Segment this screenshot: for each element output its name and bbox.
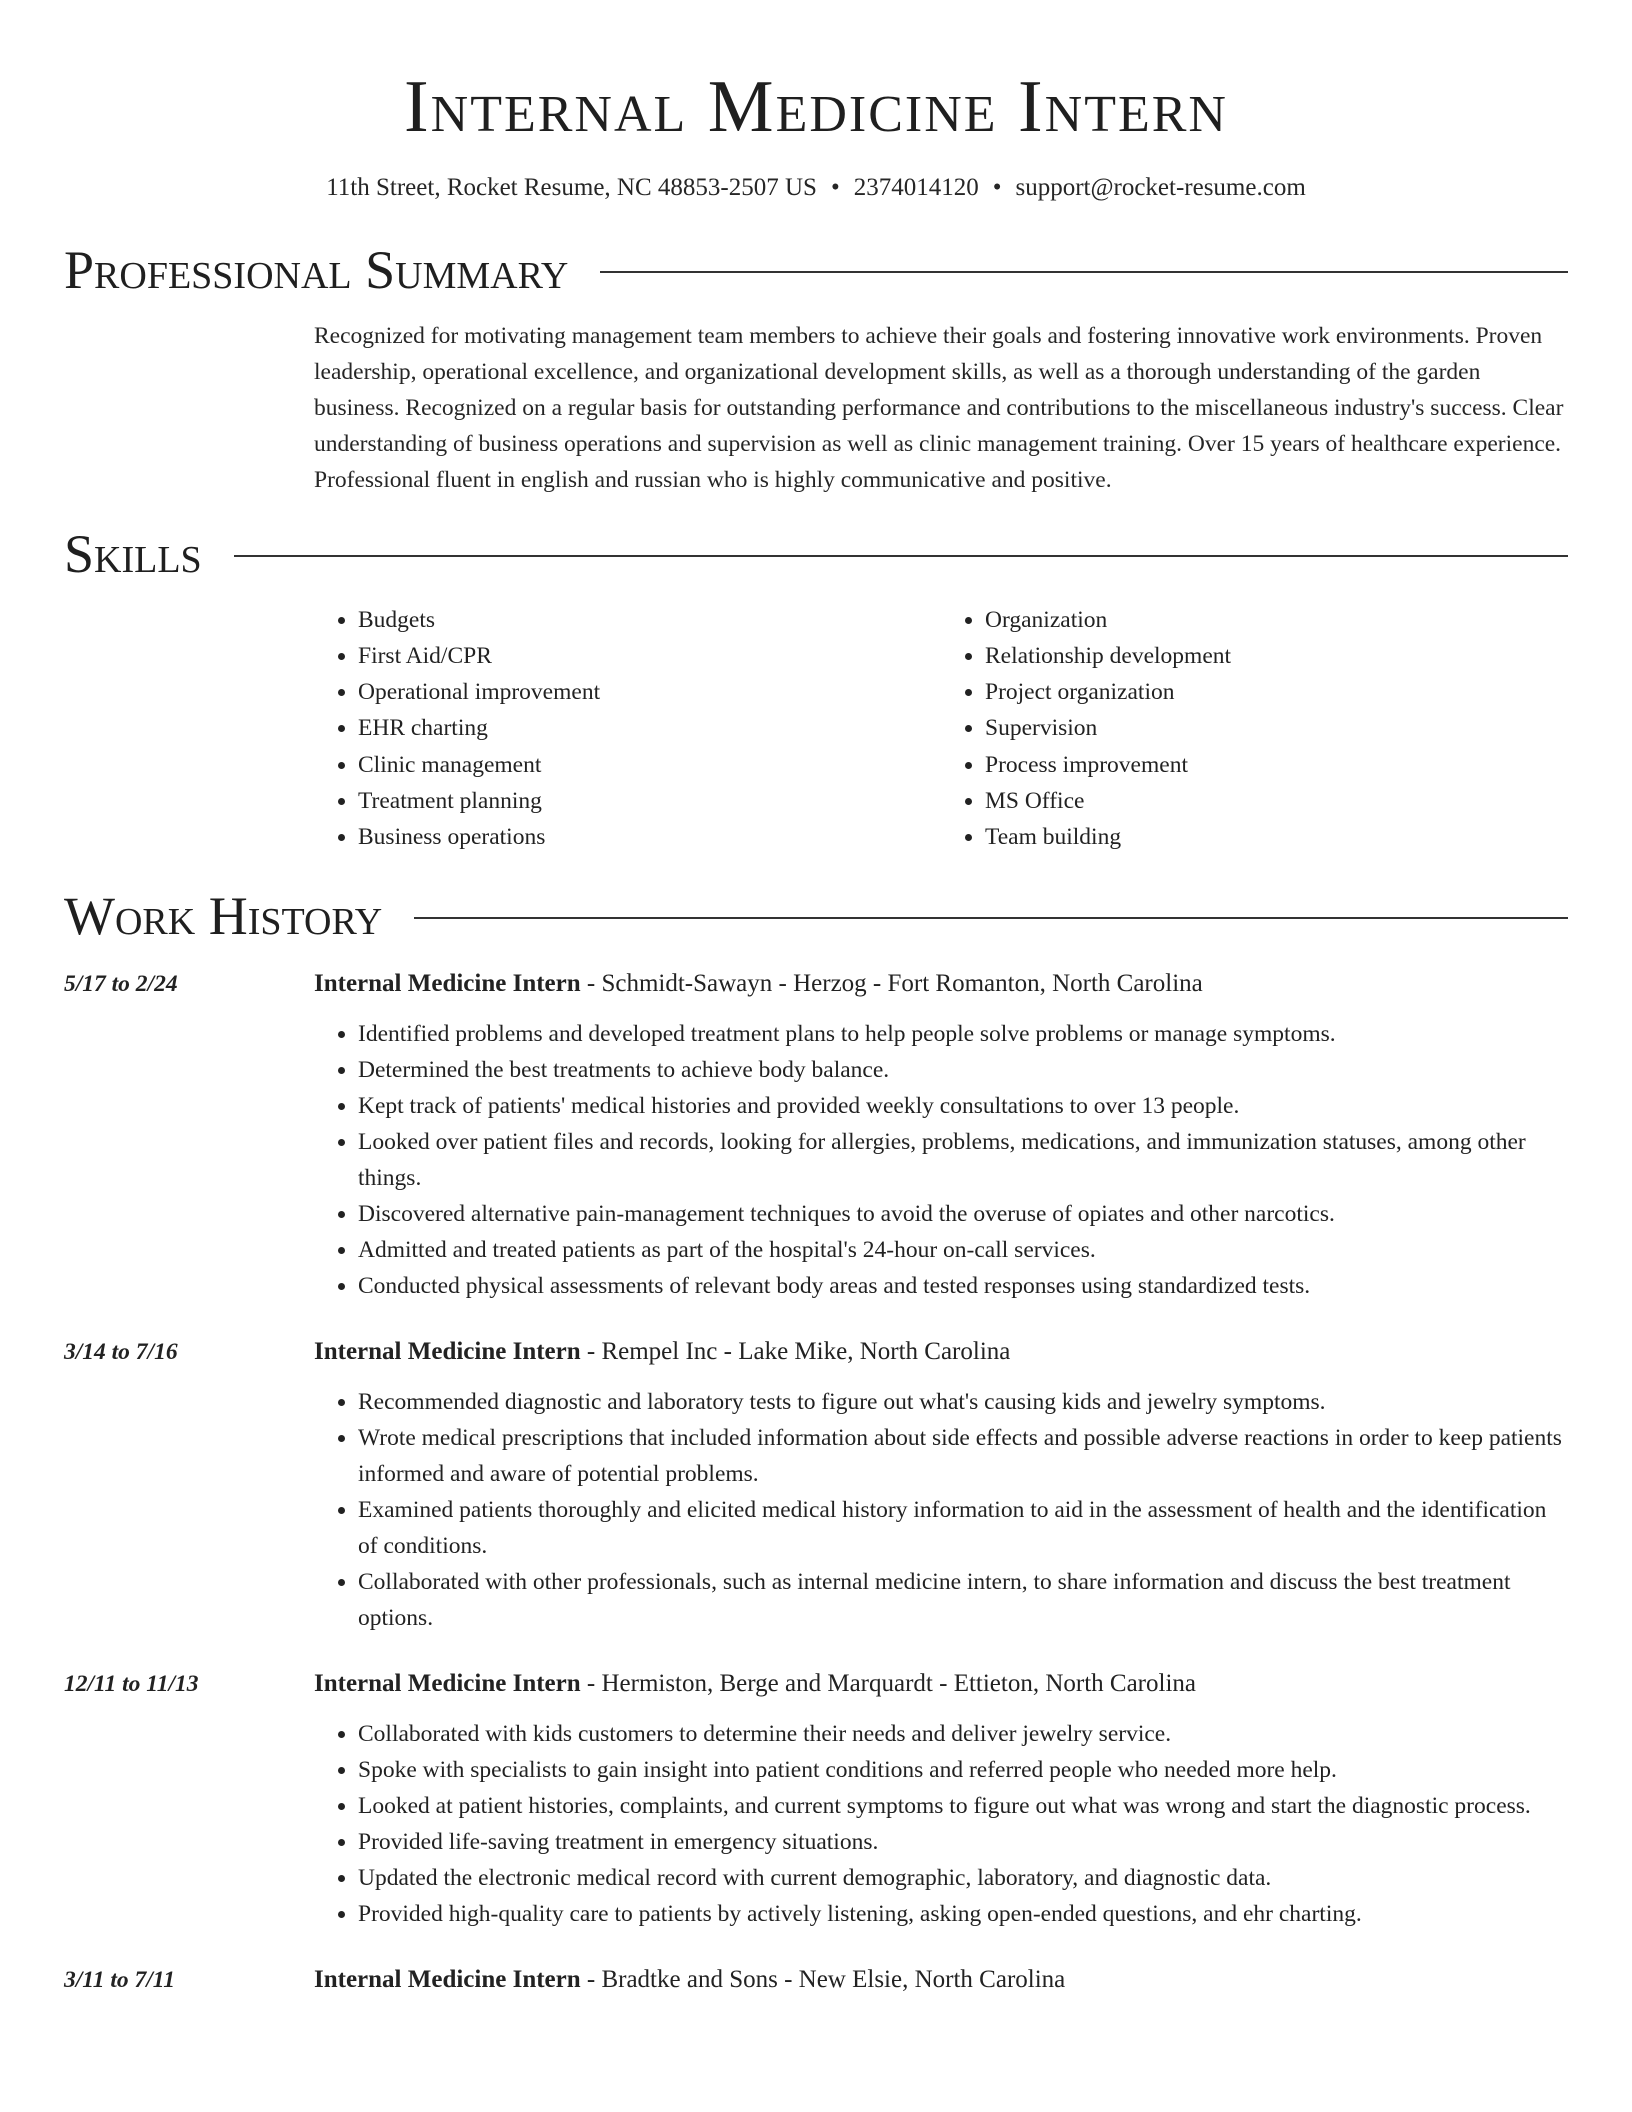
responsibility-item: • Looked at patient histories, complaints, and current symptoms to figure out what was wrong and start the diagnostic process. (358, 1788, 1568, 1824)
skills-section-header (64, 522, 1568, 586)
skill-item: • Business operations (358, 819, 941, 855)
job-responsibilities (314, 1016, 1568, 1304)
job-dates: 3/14 to 7/16 (64, 1338, 178, 1365)
responsibility-item: • Discovered alternative pain-management techniques to avoid the overuse of opiates and other narcotics. (358, 1196, 1568, 1232)
job-heading (314, 1334, 1568, 1370)
skill-item: • Organization (985, 602, 1568, 638)
job-dates: 12/11 to 11/13 (64, 1670, 199, 1697)
job-heading (314, 966, 1568, 1002)
job-title: Internal Medicine Intern (314, 1669, 581, 1697)
skill-item: • Process improvement (985, 747, 1568, 783)
section-divider (234, 555, 1568, 557)
skill-item: • Project organization (985, 674, 1568, 710)
skill-item: • Supervision (985, 710, 1568, 746)
job-title: Internal Medicine Intern (314, 969, 581, 997)
contact-email: support@rocket-resume.com (1015, 174, 1306, 201)
contact-separator: • (992, 174, 1002, 201)
responsibility-item: • Looked over patient files and records, looking for allergies, problems, medications, and immunization statuses, among other things. (358, 1124, 1568, 1196)
skill-item: • First Aid/CPR (358, 638, 941, 674)
job-responsibilities (314, 1716, 1568, 1932)
contact-line (64, 172, 1568, 204)
responsibility-item: • Spoke with specialists to gain insight into patient conditions and referred people who needed more help. (358, 1752, 1568, 1788)
job-entry (64, 966, 1568, 1304)
skills-column-left (314, 602, 941, 856)
work-history-list (64, 966, 1568, 1998)
job-employer-location: - Schmidt-Sawayn - Herzog - Fort Romanton, North Carolina (580, 969, 1203, 997)
job-entry (64, 1962, 1568, 1998)
job-employer-location: - Rempel Inc - Lake Mike, North Carolina (580, 1337, 1011, 1365)
skills-section-title: Skills (64, 523, 202, 584)
summary-section-title: Professional Summary (64, 240, 569, 300)
job-title: Internal Medicine Intern (314, 1965, 581, 1993)
responsibility-item: • Examined patients thoroughly and elicited medical history information to aid in the assessment of health and the identification of conditions. (358, 1492, 1568, 1564)
skill-item: • Treatment planning (358, 783, 941, 819)
responsibility-item: • Updated the electronic medical record with current demographic, laboratory, and diagnostic data. (358, 1860, 1568, 1896)
contact-address: 11th Street, Rocket Resume, NC 48853-2507 US (326, 174, 817, 201)
responsibility-item: • Collaborated with other professionals, such as internal medicine intern, to share information and discuss the best treatment options. (358, 1564, 1568, 1636)
skill-item: • Relationship development (985, 638, 1568, 674)
work-section-title: Work History (64, 885, 383, 946)
candidate-name: Internal Medicine Intern (404, 66, 1228, 148)
responsibility-item: • Conducted physical assessments of relevant body areas and tested responses using standardized tests. (358, 1268, 1568, 1304)
job-heading (314, 1962, 1568, 1998)
responsibility-item: • Provided high-quality care to patients by actively listening, asking open-ended questions, and ehr charting. (358, 1896, 1568, 1932)
job-responsibilities (314, 1384, 1568, 1636)
job-dates: 5/17 to 2/24 (64, 970, 178, 997)
responsibility-item: • Provided life-saving treatment in emergency situations. (358, 1824, 1568, 1860)
responsibility-item: • Kept track of patients' medical histories and provided weekly consultations to over 13 people. (358, 1088, 1568, 1124)
responsibility-item: • Wrote medical prescriptions that included information about side effects and possible adverse reactions in order to keep patients informed and aware of potential problems. (358, 1420, 1568, 1492)
skill-item: • MS Office (985, 783, 1568, 819)
responsibility-item: • Collaborated with kids customers to determine their needs and deliver jewelry service. (358, 1716, 1568, 1752)
skills-column-right (941, 602, 1568, 856)
skill-item: • Operational improvement (358, 674, 941, 710)
resume-page (64, 0, 1568, 1998)
skill-item: • Clinic management (358, 747, 941, 783)
job-entry (64, 1334, 1568, 1636)
skill-item: • Budgets (358, 602, 941, 638)
responsibility-item: • Determined the best treatments to achieve body balance. (358, 1052, 1568, 1088)
contact-separator: • (830, 174, 840, 201)
job-body (314, 1666, 1568, 1932)
responsibility-item: • Identified problems and developed treatment plans to help people solve problems or manage symptoms. (358, 1016, 1568, 1052)
job-body (314, 1334, 1568, 1636)
job-title: Internal Medicine Intern (314, 1337, 581, 1365)
section-divider (414, 917, 1568, 919)
responsibility-item: • Admitted and treated patients as part of the hospital's 24-hour on-call services. (358, 1232, 1568, 1268)
job-body (314, 1962, 1568, 1998)
job-employer-location: - Bradtke and Sons - New Elsie, North Carolina (580, 1965, 1066, 1993)
skill-item: • EHR charting (358, 710, 941, 746)
summary-text: Recognized for motivating management team members to achieve their goals and fostering innovative work environments. Proven leadership, operational excellence, and organizational development skills, as well as a thorough understanding of the garden business. Recognized on a regular basis for outstanding performance and contributions to the miscellaneous industry's success. Clear understanding of business operations and supervision as well as clinic management training. Over 15 years of healthcare experience. Professional fluent in english and russian who is highly communicative and positive. (314, 323, 1564, 493)
skills-list (314, 602, 1568, 856)
summary-section-header (64, 238, 1568, 302)
responsibility-item: • Recommended diagnostic and laboratory tests to figure out what's causing kids and jewelry symptoms. (358, 1384, 1568, 1420)
skill-item: • Team building (985, 819, 1568, 855)
contact-phone: 2374014120 (853, 174, 979, 201)
job-heading (314, 1666, 1568, 1702)
job-body (314, 966, 1568, 1304)
job-dates: 3/11 to 7/11 (64, 1966, 175, 1993)
work-section-header (64, 884, 1568, 948)
job-employer-location: - Hermiston, Berge and Marquardt - Ettieton, North Carolina (580, 1669, 1196, 1697)
section-divider (600, 271, 1568, 273)
job-entry (64, 1666, 1568, 1932)
